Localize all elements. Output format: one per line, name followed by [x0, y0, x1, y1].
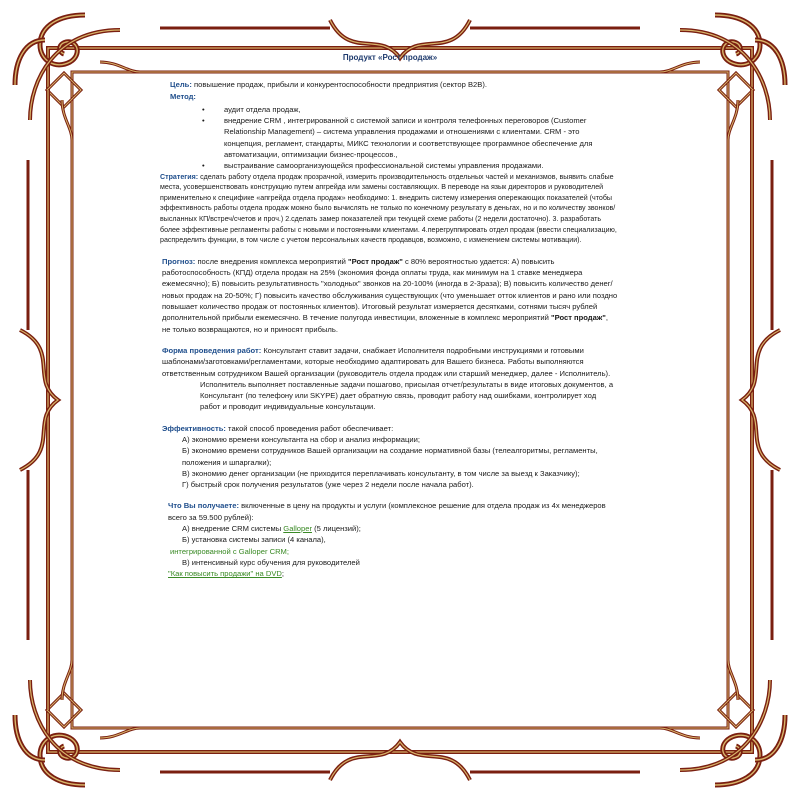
list-item: • внедрение CRM , интегрированной с системой записи и контроля телефонных переговоров (Customer Relationship Management) – система управления продажами и отношениями с клиентами. CRM - это концепция, регламент, стандарты, МИКС технологии и соответствующее программное обеспечение для автоматизации, оптимизации бизнес-процессов., [202, 116, 593, 160]
receive-label: Что Вы получаете: [168, 501, 239, 511]
dvd-course-link[interactable]: "Как повысить продажи" на DVD [168, 569, 282, 579]
method-label: Метод: [170, 91, 196, 101]
efficiency-paragraph: Эффективность: такой способ проведения работ обеспечивает: [162, 423, 394, 433]
list-item: Б) экономию времени сотрудников Вашей организации на создание нормативной базы (телеалгоритмы, регламенты, положения и шпаргалки); [182, 446, 598, 467]
goal-label: Цель: [170, 80, 192, 90]
strategy-paragraph: Стратегия: сделать работу отдела продаж прозрачной, измерить производительность отдельных частей и механизмов, выявить слабые места, усовершенствовать конструкцию путем апгрейда или замены составляющих. В переводе на язык директоров и руководителей применительно к специфике «апгрейда отдела продаж» необходимо: 1. внедрить систему измерения опережающих показателей (чтобы эффективность работы отдела продаж можно было вычислять не только по конечному результату в деньгах, но и по количеству звонков/высланных КП/встреч/счетов и проч.) 2.сделать замер показателей при текущей схеме работы (2 недели достаточно). 3. разработать более эффективные регламенты работы с новыми и постоянными клиентами. 4.перегруппировать отдел продаж (ввести специализацию, распределить функции, в том числе с учетом персональных качеств продавцов, возможно, с изменением системы мотивации). [160, 172, 617, 245]
method-list [162, 104, 618, 172]
list-item: А) экономию времени консультанта на сбор и анализ информации; [182, 434, 420, 444]
goal-paragraph [170, 79, 618, 90]
strategy-label: Стратегия: [160, 172, 199, 181]
forecast-paragraph: Прогноз: после внедрения комплекса мероприятий "Рост продаж" с 80% вероятностью удается: А) повысить работоспособность (КПД) отдела продаж на 25% (экономия фонда оплаты труда, как минимум на 1 ставке менеджера ежемесячно); Б) повысить результативность "холодных" звонков на 20-100% (иногда в 2-3раза); В) повысить количество денег/новых продаж на 20-50%; Г) повысить качество обслуживания существующих (что уменьшает отток клиентов и рано или поздно повышает количество продаж от постоянных клиентов). Итоговый результат измеряется десятками, сотнями тысяч рублей дополнительной прибыли ежемесячно. В течение полугода инвестиции, вложенные в комплекс мероприятий "Рост продаж", не только возвращаются, но и приносят прибыль. [162, 256, 618, 334]
galloper-link[interactable]: Galloper [283, 524, 312, 534]
list-item: В) экономию денег организации (не приходится переплачивать консультанту, в том числе за выезд к Заказчику); [182, 468, 580, 478]
goal-text: повышение продаж, прибыли и конкурентоспособности предприятия (сектор B2B). [191, 80, 487, 90]
form-paragraph: Форма проведения работ: Консультант ставит задачи, снабжает Исполнителя подробными инструкциями и готовыми шаблонами/заготовками/регламентами, которые необходимо адаптировать для Вашего бизнеса. Работы выполняются ответственным сотрудником Вашей организации (руководитель отдела продаж или старший менеджер, далее - Исполнитель). [162, 345, 611, 378]
list-item: "Как повысить продажи" на DVD; [168, 569, 285, 579]
list-item: • выстраивание самоорганизующейся профессиональной системы управления продажами. [202, 161, 544, 171]
list-item: Б) установка системы записи (4 канала), [182, 535, 326, 545]
forecast-label: Прогноз: [162, 256, 196, 266]
list-item: • аудит отдела продаж, [202, 104, 301, 114]
receive-paragraph: Что Вы получаете: включенные в цену на продукты и услуги (комплексное решение для отдела продаж из 4х менеджеров всего за 59.500 рублей): [168, 501, 606, 522]
form-paragraph-2: Исполнитель выполняет поставленные задачи пошагово, присылая отчет/результаты в виде итоговых документов, а Консультант (по телефону или SKYPE) дает обратную связь, проводит работу над ошибками, контролирует ход работ и проводит индивидуальные консультации. [200, 379, 614, 412]
page-title: Продукт «Рост продаж» [342, 53, 438, 62]
list-item: Г) быстрый срок получения результатов (уже через 2 недели после начала работ). [182, 480, 474, 490]
efficiency-label: Эффективность: [162, 423, 226, 433]
form-label: Форма проведения работ: [162, 345, 262, 355]
list-item: А) внедрение CRM системы Galloper (5 лицензий); [182, 524, 361, 534]
document-body [162, 52, 618, 580]
list-item: В) интенсивный курс обучения для руководителей [182, 557, 360, 567]
list-item-note: интегрированной с Galloper CRM; [170, 546, 289, 556]
